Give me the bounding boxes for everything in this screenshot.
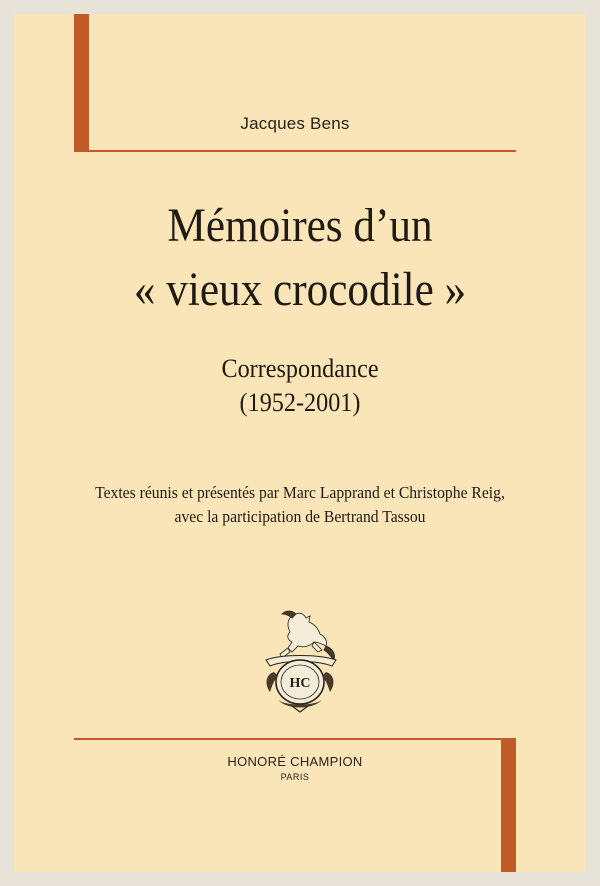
accent-bar-bottom (501, 738, 516, 872)
bottom-rule (74, 738, 516, 740)
publisher-city: PARIS (280, 772, 310, 782)
publisher-name: HONORÉ CHAMPION (227, 754, 363, 769)
author-name: Jacques Bens (240, 114, 350, 133)
subtitle-line-1: Correspondance (221, 354, 379, 383)
book-cover (14, 14, 586, 872)
editors-line-1: Textes réunis et présentés par Marc Lapprand et Christophe Reig, (95, 483, 505, 502)
emblem-monogram: HC (289, 676, 311, 691)
accent-bar-top (74, 14, 89, 150)
publisher-horse-emblem (252, 602, 348, 714)
top-rule (74, 150, 516, 152)
title-line-2: « vieux crocodile » (133, 263, 467, 316)
subtitle-line-2: (1952-2001) (239, 388, 361, 417)
editors-line-2: avec la participation de Bertrand Tassou (174, 507, 426, 526)
title-line-1: Mémoires d’un (167, 199, 433, 252)
